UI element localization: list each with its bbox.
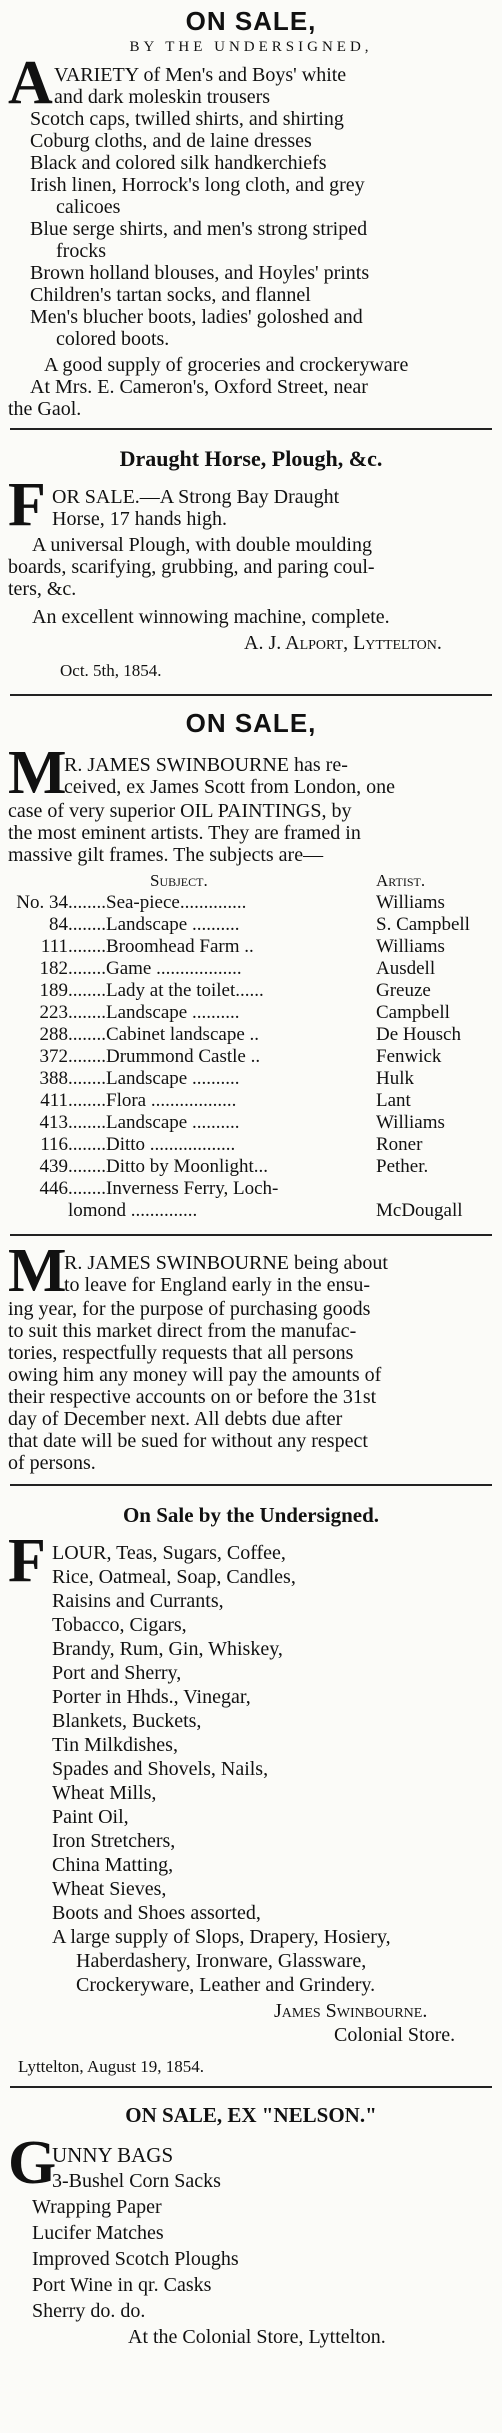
ad-line: Children's tartan socks, and flannel	[30, 284, 311, 306]
drop-cap: F	[8, 471, 46, 539]
ad-date: Lyttelton, August 19, 1854.	[18, 2057, 205, 2076]
painting-artist: S. Campbell	[376, 914, 470, 935]
divider	[10, 2086, 492, 2088]
ad-title: ON SALE,	[185, 708, 317, 738]
painting-artist: Campbell	[376, 1002, 450, 1023]
drop-cap: G	[8, 2129, 57, 2197]
painting-artist: Williams	[376, 892, 445, 913]
painting-number: 182	[39, 958, 68, 979]
ad-line: colored boots.	[56, 328, 170, 350]
ad-line: massive gilt frames. The subjects are—	[8, 844, 324, 866]
ad-line: Spades and Shovels, Nails,	[52, 1758, 269, 1780]
ad-line: the Gaol.	[8, 398, 82, 420]
ad-line: Tobacco, Cigars,	[52, 1614, 187, 1636]
ad-line: China Matting,	[52, 1854, 174, 1876]
painting-artist: Hulk	[376, 1068, 414, 1089]
ad-line: UNNY BAGS	[52, 2143, 174, 2167]
ad-line: A good supply of groceries and crockeryware	[44, 354, 409, 376]
ad-line: Lucifer Matches	[32, 2222, 164, 2244]
painting-artist: Williams	[376, 936, 445, 957]
painting-artist: De Housch	[376, 1024, 461, 1045]
painting-number: 189	[39, 980, 68, 1001]
painting-artist: Ausdell	[376, 958, 436, 979]
ad-line: frocks	[56, 240, 106, 262]
ad-line: Iron Stretchers,	[52, 1830, 176, 1852]
painting-subject: ........Landscape ..........	[68, 914, 240, 935]
painting-number: 388	[39, 1068, 68, 1089]
painting-number: 288	[39, 1024, 68, 1045]
ad-line: Scotch caps, twilled shirts, and shirting	[30, 108, 344, 130]
ad-line: Black and colored silk handkerchiefs	[30, 152, 327, 174]
ad-line: Wheat Sieves,	[52, 1878, 167, 1900]
painting-artist: Greuze	[376, 980, 431, 1001]
painting-subject: ........Game ..................	[68, 958, 242, 979]
ad-line: ceived, ex James Scott from London, one	[64, 776, 396, 798]
ad-line: R. JAMES SWINBOURNE has re-	[64, 754, 348, 776]
ad-store-name: Colonial Store.	[334, 2024, 456, 2046]
column-header-artist: Artist.	[376, 871, 426, 890]
painting-artist: Williams	[376, 1112, 445, 1133]
ad-line: LOUR, Teas, Sugars, Coffee,	[52, 1542, 286, 1564]
drop-cap: M	[8, 739, 67, 807]
ad-line: Rice, Oatmeal, Soap, Candles,	[52, 1566, 296, 1588]
ad-line: Blue serge shirts, and men's strong striped	[30, 218, 368, 240]
ad-line: Coburg cloths, and de laine dresses	[30, 130, 312, 152]
ad-line: Boots and Shoes assorted,	[52, 1902, 261, 1924]
ad-line: of persons.	[8, 1452, 96, 1474]
divider	[10, 1484, 492, 1486]
ad-line: ters, &c.	[8, 578, 77, 600]
ad-line: At the Colonial Store, Lyttelton.	[128, 2326, 386, 2348]
painting-subject: ........Sea-piece..............	[68, 892, 247, 913]
ad-line: the most eminent artists. They are framed in	[8, 822, 361, 844]
ad-line: calicoes	[56, 196, 121, 218]
painting-artist: Pether.	[376, 1156, 429, 1177]
ad-line: Horse, 17 hands high.	[52, 508, 227, 530]
ad-title: ON SALE, EX "NELSON."	[125, 2103, 377, 2127]
ad-line: Men's blucher boots, ladies' goloshed and	[30, 306, 363, 328]
ad-line: R. JAMES SWINBOURNE being about	[64, 1252, 388, 1274]
ad-line: to leave for England early in the ensu-	[64, 1274, 370, 1296]
painting-number: 84	[49, 914, 68, 935]
ad-line: day of December next. All debts due after	[8, 1408, 343, 1430]
painting-number: 372	[39, 1046, 68, 1067]
ad-line: OR SALE.—A Strong Bay Draught	[52, 486, 340, 508]
ad-line: Crockeryware, Leather and Grindery.	[76, 1974, 376, 1996]
painting-number: 411	[40, 1090, 68, 1111]
ad-signature: James Swinbourne.	[274, 2000, 428, 2022]
drop-cap: A	[8, 49, 53, 117]
ad-line: Brown holland blouses, and Hoyles' prints	[30, 262, 370, 284]
ad-line: that date will be sued for without any respect	[8, 1430, 368, 1452]
painting-subject: lomond ..............	[68, 1200, 198, 1221]
ad-line: Wrapping Paper	[32, 2196, 162, 2218]
divider	[10, 694, 492, 696]
painting-number: No. 34	[16, 892, 68, 913]
ad-line: boards, scarifying, grubbing, and paring coul-	[8, 556, 375, 578]
ad-line: Haberdashery, Ironware, Glassware,	[76, 1950, 367, 1972]
ad-line: owing him any money will pay the amounts of	[8, 1364, 382, 1386]
ad-line: case of very superior OIL PAINTINGS, by	[8, 800, 352, 822]
painting-number: 116	[40, 1134, 68, 1155]
ad-line: An excellent winnowing machine, complete.	[32, 606, 390, 628]
ad-subtitle: BY THE UNDERSIGNED,	[129, 39, 373, 55]
ad-line: 3-Bushel Corn Sacks	[52, 2170, 221, 2192]
painting-subject: ........Ditto by Moonlight...	[68, 1156, 269, 1177]
ad-line: tories, respectfully requests that all persons	[8, 1342, 354, 1364]
ad-line: Tin Milkdishes,	[52, 1734, 178, 1756]
divider	[10, 1234, 492, 1236]
ad-line: Irish linen, Horrock's long cloth, and grey	[30, 174, 365, 196]
ad-line: their respective accounts on or before the 31st	[8, 1386, 377, 1408]
painting-number: 446	[39, 1178, 68, 1199]
ad-title: Draught Horse, Plough, &c.	[119, 446, 383, 471]
painting-subject: ........Lady at the toilet......	[68, 980, 264, 1001]
painting-artist: Lant	[376, 1090, 411, 1111]
ad-line: ing year, for the purpose of purchasing goods	[8, 1298, 371, 1320]
ad-line: to suit this market direct from the manufac-	[8, 1320, 357, 1342]
ad-line: Blankets, Buckets,	[52, 1710, 202, 1732]
painting-artist: McDougall	[376, 1200, 463, 1221]
painting-artist: Roner	[376, 1134, 423, 1155]
painting-subject: ........Broomhead Farm ..	[68, 936, 254, 957]
painting-subject: ........Cabinet landscape ..	[68, 1024, 260, 1045]
painting-subject: ........Landscape ..........	[68, 1112, 240, 1133]
ad-line: Brandy, Rum, Gin, Whiskey,	[52, 1638, 283, 1660]
divider	[10, 428, 492, 430]
ad-title: ON SALE,	[185, 6, 317, 36]
ad-line: Port and Sherry,	[52, 1662, 182, 1684]
ad-line: Raisins and Currants,	[52, 1590, 224, 1612]
painting-artist: Fenwick	[376, 1046, 442, 1067]
ad-line: Sherry do. do.	[32, 2300, 146, 2322]
painting-subject: ........Inverness Ferry, Loch-	[68, 1178, 279, 1199]
drop-cap: M	[8, 1237, 67, 1305]
ad-line: and dark moleskin trousers	[54, 86, 271, 108]
ad-line: Improved Scotch Ploughs	[32, 2248, 239, 2270]
ad-line: At Mrs. E. Cameron's, Oxford Street, near	[30, 376, 368, 398]
painting-subject: ........Flora ..................	[68, 1090, 237, 1111]
painting-subject: ........Ditto ..................	[68, 1134, 236, 1155]
column-header-subject: Subject.	[150, 871, 208, 890]
ad-line: A universal Plough, with double moulding	[32, 534, 372, 556]
ad-line: Paint Oil,	[52, 1806, 129, 1828]
drop-cap: F	[8, 1527, 46, 1595]
ad-title: On Sale by the Undersigned.	[122, 1503, 380, 1527]
ad-date: Oct. 5th, 1854.	[60, 661, 162, 680]
painting-number: 413	[39, 1112, 68, 1133]
painting-number: 223	[39, 1002, 68, 1023]
painting-number: 439	[39, 1156, 68, 1177]
painting-number: 111	[40, 936, 68, 957]
painting-subject: ........Drummond Castle ..	[68, 1046, 261, 1067]
ad-line: Porter in Hhds., Vinegar,	[52, 1686, 251, 1708]
ad-signature: A. J. Alport, Lyttelton.	[244, 632, 442, 654]
ad-line: VARIETY of Men's and Boys' white	[54, 64, 347, 86]
ad-line: A large supply of Slops, Drapery, Hosiery,	[52, 1926, 391, 1948]
ad-line: Wheat Mills,	[52, 1782, 157, 1804]
painting-subject: ........Landscape ..........	[68, 1002, 240, 1023]
ad-line: Port Wine in qr. Casks	[32, 2274, 212, 2296]
painting-subject: ........Landscape ..........	[68, 1068, 240, 1089]
